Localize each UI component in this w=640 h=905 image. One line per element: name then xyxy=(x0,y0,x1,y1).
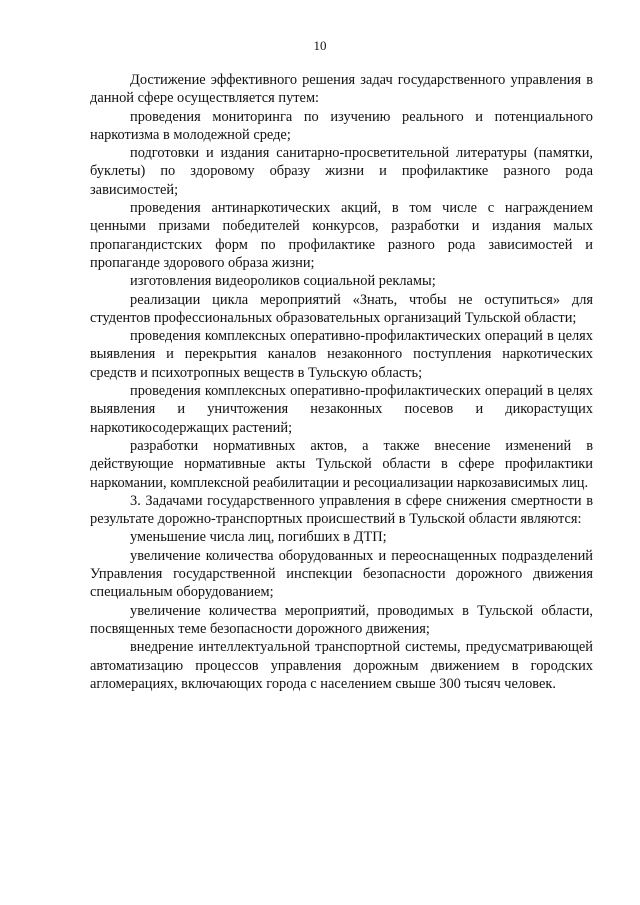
list-item: подготовки и издания санитарно-просветительной литературы (памятки, буклеты) по здоровому образу жизни и профилактике разного рода зависимостей; xyxy=(90,145,593,198)
list-item: увеличение количества оборудованных и переоснащенных подразделений Управления государственной инспекции безопасности дорожного движения специальным оборудованием; xyxy=(90,547,593,601)
document-body xyxy=(90,71,593,693)
list-item: реализации цикла мероприятий «Знать, чтобы не оступиться» для студентов профессиональных образовательных организаций Тульской области; xyxy=(90,291,593,326)
list-item: разработки нормативных актов, а также внесение изменений в действующие нормативные акты Тульской области в сфере профилактики наркомании, комплексной реабилитации и ресоциализации наркозависимых лиц. xyxy=(90,437,593,491)
list-item: проведения комплексных оперативно-профилактических операций в целях выявления и уничтожения незаконных посевов и дикорастущих наркотикосодержащих растений; xyxy=(90,383,593,436)
list-item: внедрение интеллектуальной транспортной системы, предусматривающей автоматизацию процессов управления дорожным движением в городских агломерациях, включающих города с населением свыше 300 тысяч человек. xyxy=(90,639,593,692)
list-item: изготовления видеороликов социальной рекламы; xyxy=(130,273,436,290)
list-item: проведения мониторинга по изучению реального и потенциального наркотизма в молодежной среде; xyxy=(90,108,593,143)
paragraph: Достижение эффективного решения задач государственного управления в данной сфере осуществляется путем: xyxy=(90,72,593,107)
list-item: проведения комплексных оперативно-профилактических операций в целях выявления и перекрытия каналов незаконного поступления наркотических средств и психотропных веществ в Тульскую область; xyxy=(90,328,593,381)
page-number: 10 xyxy=(313,38,327,53)
list-item: уменьшение числа лиц, погибших в ДТП; xyxy=(130,529,387,546)
list-item: увеличение количества мероприятий, проводимых в Тульской области, посвященных теме безопасности дорожного движения; xyxy=(90,602,593,637)
section-paragraph: 3. Задачами государственного управления в сфере снижения смертности в результате дорожно-транспортных происшествий в Тульской области являются: xyxy=(90,492,593,528)
list-item: проведения антинаркотических акций, в том числе с награждением ценными призами победителей конкурсов, разработки и издания малых пропагандистских форм по профилактике разного рода зависимостей и пропаганде здорового образа жизни; xyxy=(90,200,593,271)
